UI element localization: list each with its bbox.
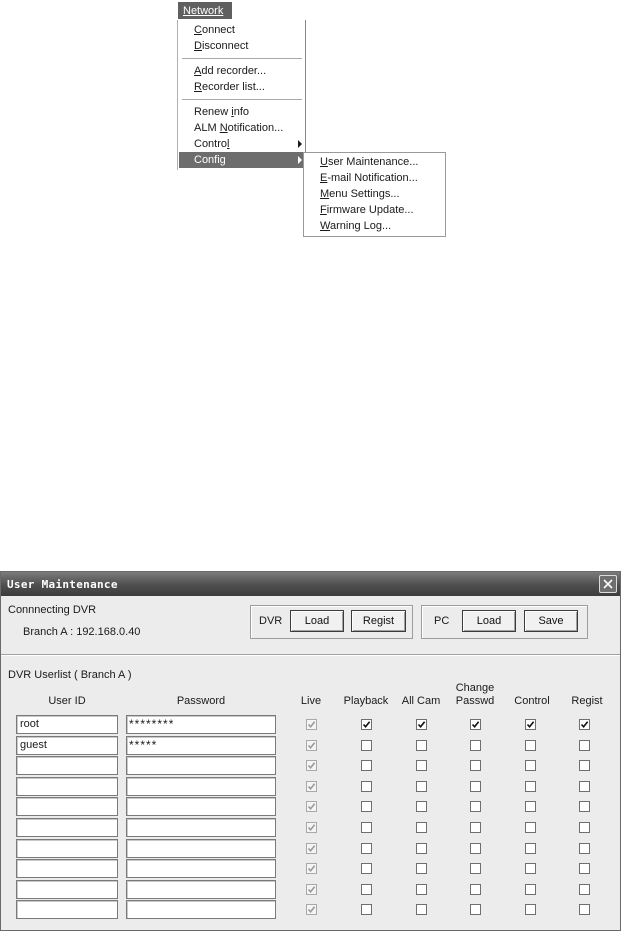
userlist-label: DVR Userlist ( Branch A ): [8, 669, 132, 681]
regist-checkbox[interactable]: [579, 843, 590, 854]
live-checkbox: [306, 822, 317, 833]
submenu-item-firmware-update[interactable]: Firmware Update...: [320, 204, 414, 216]
regist-checkbox[interactable]: [579, 801, 590, 812]
network-menu-title[interactable]: Network: [178, 2, 232, 19]
menu-item-disconnect[interactable]: Disconnect: [194, 40, 249, 52]
menu-item-alm-notification[interactable]: ALM Notification...: [194, 122, 284, 134]
control-checkbox[interactable]: [525, 863, 536, 874]
all-cam-checkbox[interactable]: [416, 884, 427, 895]
submenu-arrow-icon: [298, 156, 302, 164]
menu-separator: [182, 58, 302, 60]
regist-checkbox[interactable]: [579, 863, 590, 874]
change-passwd-checkbox[interactable]: [470, 822, 481, 833]
control-checkbox[interactable]: [525, 904, 536, 915]
all-cam-checkbox[interactable]: [416, 719, 427, 730]
change-passwd-checkbox[interactable]: [470, 904, 481, 915]
live-checkbox: [306, 801, 317, 812]
dvr-label: DVR: [259, 615, 283, 627]
config-submenu: [303, 152, 446, 237]
col-header-live: Live: [300, 695, 322, 707]
control-checkbox[interactable]: [525, 801, 536, 812]
user-id-field[interactable]: guest: [16, 736, 118, 755]
checkmark-icon: [526, 720, 535, 729]
col-header-change-passwd-line2: Passwd: [455, 695, 495, 707]
live-checkbox: [306, 904, 317, 915]
menu-item-config[interactable]: Config: [179, 152, 305, 168]
control-checkbox[interactable]: [525, 843, 536, 854]
regist-checkbox[interactable]: [579, 884, 590, 895]
live-checkbox: [306, 884, 317, 895]
col-header-playback: Playback: [343, 695, 389, 707]
control-checkbox[interactable]: [525, 760, 536, 771]
user-id-field[interactable]: [16, 756, 118, 775]
password-field[interactable]: ********: [126, 715, 276, 734]
submenu-arrow-icon: [298, 140, 302, 148]
password-field[interactable]: [126, 777, 276, 796]
all-cam-checkbox[interactable]: [416, 781, 427, 792]
playback-checkbox[interactable]: [361, 719, 372, 730]
change-passwd-checkbox[interactable]: [470, 801, 481, 812]
checkmark-icon: [307, 720, 316, 729]
password-field[interactable]: [126, 880, 276, 899]
menu-item-control[interactable]: Control: [179, 136, 305, 152]
password-field[interactable]: [126, 839, 276, 858]
control-checkbox[interactable]: [525, 822, 536, 833]
all-cam-checkbox[interactable]: [416, 843, 427, 854]
control-checkbox[interactable]: [525, 781, 536, 792]
section-divider: [1, 654, 620, 656]
col-header-control: Control: [514, 695, 550, 707]
playback-checkbox[interactable]: [361, 904, 372, 915]
regist-checkbox[interactable]: [579, 740, 590, 751]
all-cam-checkbox[interactable]: [416, 760, 427, 771]
col-header-change-passwd: [450, 682, 500, 708]
checkmark-icon: [580, 720, 589, 729]
pc-save-button[interactable]: Save: [524, 610, 578, 632]
submenu-item-user-maintenance[interactable]: User Maintenance...: [320, 156, 419, 168]
password-field[interactable]: [126, 756, 276, 775]
checkmark-icon: [307, 905, 316, 914]
checkmark-icon: [471, 720, 480, 729]
user-id-field[interactable]: [16, 839, 118, 858]
password-field[interactable]: [126, 900, 276, 919]
pc-label: PC: [434, 615, 450, 627]
control-checkbox[interactable]: [525, 884, 536, 895]
password-field[interactable]: [126, 859, 276, 878]
live-checkbox: [306, 781, 317, 792]
live-checkbox: [306, 740, 317, 751]
regist-checkbox[interactable]: [579, 760, 590, 771]
menu-item-recorder-list[interactable]: Recorder list...: [194, 81, 265, 93]
dvr-regist-button[interactable]: Regist: [351, 610, 406, 632]
playback-checkbox[interactable]: [361, 884, 372, 895]
change-passwd-checkbox[interactable]: [470, 719, 481, 730]
all-cam-checkbox[interactable]: [416, 822, 427, 833]
col-header-user-id: User ID: [48, 695, 86, 707]
playback-checkbox[interactable]: [361, 781, 372, 792]
password-field[interactable]: [126, 818, 276, 837]
checkmark-icon: [417, 720, 426, 729]
menu-item-renew-info[interactable]: Renew info: [194, 106, 250, 118]
col-header-password: Password: [176, 695, 226, 707]
checkmark-icon: [307, 864, 316, 873]
checkmark-icon: [307, 782, 316, 791]
change-passwd-checkbox[interactable]: [470, 740, 481, 751]
playback-checkbox[interactable]: [361, 822, 372, 833]
regist-checkbox[interactable]: [579, 904, 590, 915]
user-id-field[interactable]: [16, 880, 118, 899]
change-passwd-checkbox[interactable]: [470, 843, 481, 854]
all-cam-checkbox[interactable]: [416, 740, 427, 751]
live-checkbox: [306, 863, 317, 874]
dialog-titlebar[interactable]: [1, 572, 620, 596]
regist-checkbox[interactable]: [579, 822, 590, 833]
live-checkbox: [306, 719, 317, 730]
regist-checkbox[interactable]: [579, 719, 590, 730]
checkmark-icon: [307, 844, 316, 853]
playback-checkbox[interactable]: [361, 843, 372, 854]
change-passwd-checkbox[interactable]: [470, 884, 481, 895]
menu-item-add-recorder[interactable]: Add recorder...: [194, 65, 267, 77]
user-id-field[interactable]: [16, 818, 118, 837]
regist-checkbox[interactable]: [579, 781, 590, 792]
checkmark-icon: [307, 741, 316, 750]
all-cam-checkbox[interactable]: [416, 904, 427, 915]
network-menu: [177, 20, 306, 170]
submenu-item-warning-log[interactable]: Warning Log...: [320, 220, 392, 232]
change-passwd-checkbox[interactable]: [470, 863, 481, 874]
change-passwd-checkbox[interactable]: [470, 760, 481, 771]
dvr-load-button[interactable]: Load: [290, 610, 344, 632]
col-header-regist: Regist: [571, 695, 603, 707]
all-cam-checkbox[interactable]: [416, 801, 427, 812]
user-id-field[interactable]: [16, 777, 118, 796]
change-passwd-checkbox[interactable]: [470, 781, 481, 792]
user-id-field[interactable]: [16, 859, 118, 878]
close-button[interactable]: [599, 575, 617, 593]
user-maintenance-dialog: [0, 571, 621, 931]
checkmark-icon: [307, 802, 316, 811]
checkmark-icon: [307, 885, 316, 894]
live-checkbox: [306, 760, 317, 771]
checkmark-icon: [307, 761, 316, 770]
user-id-field[interactable]: [16, 797, 118, 816]
playback-checkbox[interactable]: [361, 740, 372, 751]
user-id-field[interactable]: root: [16, 715, 118, 734]
menu-item-connect[interactable]: Connect: [194, 24, 235, 36]
branch-info: Branch A : 192.168.0.40: [23, 626, 141, 638]
close-icon: [603, 579, 613, 589]
pc-load-button[interactable]: Load: [462, 610, 516, 632]
control-checkbox[interactable]: [525, 719, 536, 730]
playback-checkbox[interactable]: [361, 760, 372, 771]
user-id-field[interactable]: [16, 900, 118, 919]
playback-checkbox[interactable]: [361, 801, 372, 812]
dialog-title: User Maintenance: [7, 578, 118, 591]
control-checkbox[interactable]: [525, 740, 536, 751]
submenu-item-email-notification[interactable]: E-mail Notification...: [320, 172, 418, 184]
col-header-change-passwd-line1: Change: [455, 682, 495, 694]
playback-checkbox[interactable]: [361, 863, 372, 874]
all-cam-checkbox[interactable]: [416, 863, 427, 874]
password-field[interactable]: *****: [126, 736, 276, 755]
live-checkbox: [306, 843, 317, 854]
checkmark-icon: [362, 720, 371, 729]
password-field[interactable]: [126, 797, 276, 816]
checkmark-icon: [307, 823, 316, 832]
connecting-dvr-label: Connnecting DVR: [8, 604, 97, 616]
col-header-all-cam: All Cam: [401, 695, 441, 707]
menu-separator: [182, 99, 302, 101]
submenu-item-menu-settings[interactable]: Menu Settings...: [320, 188, 400, 200]
